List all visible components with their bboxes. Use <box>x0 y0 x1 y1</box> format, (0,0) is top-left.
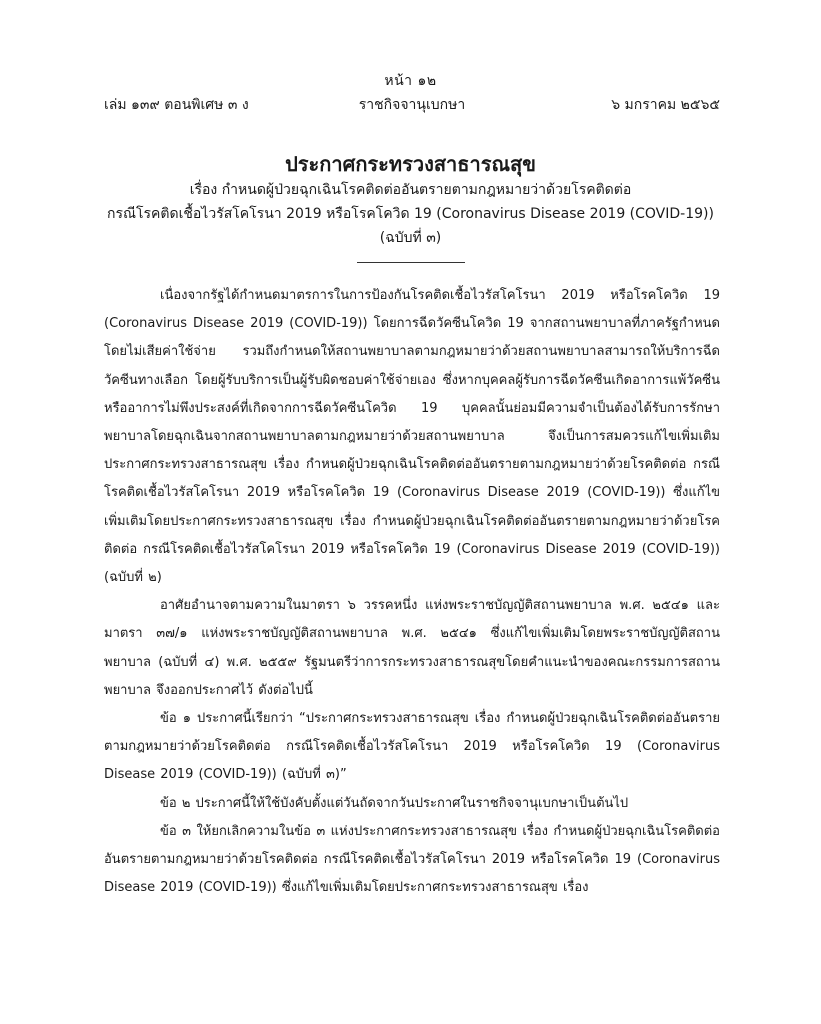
title-divider <box>357 262 465 263</box>
subject-line: เรื่อง กำหนดผู้ป่วยฉุกเฉินโรคติดต่ออันตรายตามกฎหมายว่าด้วยโรคติดต่อ <box>189 182 632 198</box>
announcement-title: ประกาศกระทรวงสาธารณสุข <box>285 152 536 176</box>
publication-date: ๖ มกราคม ๒๕๖๕ <box>611 97 720 113</box>
gazette-header <box>104 94 720 116</box>
announcement-body <box>104 282 720 902</box>
announcement-subject <box>60 178 761 250</box>
page-number: หน้า ๑๒ <box>384 73 437 89</box>
subject-line: กรณีโรคติดเชื้อไวรัสโคโรนา 2019 หรือโรคโควิด 19 (Coronavirus Disease 2019 (COVID-19)) <box>107 206 714 222</box>
body-paragraph: เนื่องจากรัฐได้กำหนดมาตรการในการป้องกันโรคติดเชื้อไวรัสโคโรนา 2019 หรือโรคโควิด 19 (Coronavirus Disease 2019 (COVID-19)) โดยการฉีดวัคซีนโควิด 19 จากสถานพยาบาลที่ภาครัฐกำหนด โดยไม่เสียค่าใช้จ่าย รวมถึงกำหนดให้สถานพยาบาลตามกฎหมายว่าด้วยสถานพยาบาลสามารถให้บริการฉีดวัคซีนทางเลือก โดยผู้รับบริการเป็นผู้รับผิดชอบค่าใช้จ่ายเอง ซึ่งหากบุคคลผู้รับการฉีดวัคซีนเกิดอาการแพ้วัคซีนหรืออาการไม่พึงประสงค์ที่เกิดจากการฉีดวัคซีนโควิด 19 บุคคลนั้นย่อมมีความจำเป็นต้องได้รับการรักษาพยาบาลโดยฉุกเฉินจากสถานพยาบาลตามกฎหมายว่าด้วยสถานพยาบาล จึงเป็นการสมควรแก้ไขเพิ่มเติมประกาศกระทรวงสาธารณสุข เรื่อง กำหนดผู้ป่วยฉุกเฉินโรคติดต่ออันตรายตามกฎหมายว่าด้วยโรคติดต่อ กรณีโรคติดเชื้อไวรัสโคโรนา 2019 หรือโรคโควิด 19 (Coronavirus Disease 2019 (COVID-19)) ซึ่งแก้ไขเพิ่มเติมโดยประกาศกระทรวงสาธารณสุข เรื่อง กำหนดผู้ป่วยฉุกเฉินโรคติดต่ออันตรายตามกฎหมายว่าด้วยโรคติดต่อ กรณีโรคติดเชื้อไวรัสโคโรนา 2019 หรือโรคโควิด 19 (Coronavirus Disease 2019 (COVID-19)) (ฉบับที่ ๒) <box>104 288 720 586</box>
volume-issue: เล่ม ๑๓๙ ตอนพิเศษ ๓ ง <box>104 97 249 113</box>
body-paragraph: ข้อ ๒ ประกาศนี้ให้ใช้บังคับตั้งแต่วันถัดจากวันประกาศในราชกิจจานุเบกษาเป็นต้นไป <box>160 795 629 811</box>
body-paragraph: อาศัยอำนาจตามความในมาตรา ๖ วรรคหนึ่ง แห่งพระราชบัญญัติสถานพยาบาล พ.ศ. ๒๕๔๑ และมาตรา ๓๗/๑ แห่งพระราชบัญญัติสถานพยาบาล พ.ศ. ๒๕๔๑ ซึ่งแก้ไขเพิ่มเติมโดยพระราชบัญญัติสถานพยาบาล (ฉบับที่ ๔) พ.ศ. ๒๕๕๙ รัฐมนตรีว่าการกระทรวงสาธารณสุขโดยคำแนะนำของคณะกรรมการสถานพยาบาล จึงออกประกาศไว้ ดังต่อไปนี้ <box>104 598 720 698</box>
body-paragraph: ข้อ ๑ ประกาศนี้เรียกว่า “ประกาศกระทรวงสาธารณสุข เรื่อง กำหนดผู้ป่วยฉุกเฉินโรคติดต่ออันตรายตามกฎหมายว่าด้วยโรคติดต่อ กรณีโรคติดเชื้อไวรัสโคโรนา 2019 หรือโรคโควิด 19 (Coronavirus Disease 2019 (COVID-19)) (ฉบับที่ ๓)” <box>104 711 720 783</box>
subject-line: (ฉบับที่ ๓) <box>379 230 442 246</box>
body-paragraph: ข้อ ๓ ให้ยกเลิกความในข้อ ๓ แห่งประกาศกระทรวงสาธารณสุข เรื่อง กำหนดผู้ป่วยฉุกเฉินโรคติดต่ออันตรายตามกฎหมายว่าด้วยโรคติดต่อ กรณีโรคติดเชื้อไวรัสโคโรนา 2019 หรือโรคโควิด 19 (Coronavirus Disease 2019 (COVID-19)) ซึ่งแก้ไขเพิ่มเติมโดยประกาศกระทรวงสาธารณสุข เรื่อง <box>104 823 720 896</box>
gazette-name: ราชกิจจานุเบกษา <box>358 97 466 113</box>
